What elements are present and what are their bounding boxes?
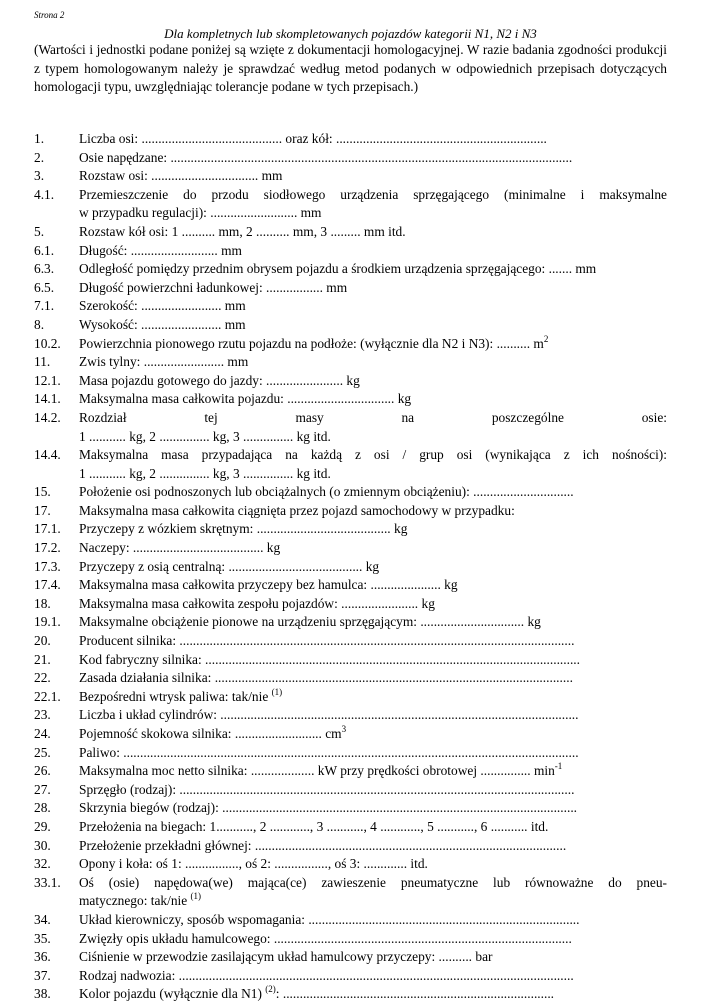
item-number: 25. <box>34 744 51 760</box>
form-item <box>34 483 667 502</box>
item-number: 6.3. <box>34 261 55 277</box>
item-number: 1. <box>34 131 45 146</box>
form-item <box>34 744 667 763</box>
item-number: 28. <box>34 800 51 816</box>
item-text: Zwis tylny: ........................ mm <box>79 354 249 370</box>
superscript: 2 <box>543 334 549 344</box>
form-item <box>34 837 667 856</box>
form-item <box>34 279 667 298</box>
page-label: Strona 2 <box>34 10 65 20</box>
item-text: Szerokość: ........................ mm <box>79 298 246 314</box>
item-text: Długość powierzchni ładunkowej: ................. mm <box>79 279 348 295</box>
item-number: 19.1. <box>34 614 61 630</box>
intro-paragraph: (Wartości i jednostki podane poniżej są wzięte z dokumentacji homologacyjnej. W razie badania zgodności produkcji z typem homologowanym należy je sprawdzać według metod podanych w odpowiednich przepisach dotyczących homologacji typu, uwzględniając tolerancje podane w tych przepisach.) <box>34 42 667 94</box>
form-item <box>34 855 667 874</box>
item-number: 22. <box>34 670 51 686</box>
item-text: Masa pojazdu gotowego do jazdy: ....................... kg <box>79 372 360 388</box>
form-item <box>34 186 667 223</box>
form-item <box>34 316 667 335</box>
form-item <box>34 130 667 149</box>
item-text: Maksymalna masa całkowita przyczepy bez hamulca: ..................... kg <box>79 577 458 593</box>
superscript: 3 <box>341 725 347 734</box>
page-heading: Dla kompletnych lub skompletowanych pojazdów kategorii N1, N2 i N3 <box>164 26 537 41</box>
item-text: Osie napędzane: ........................................................................................................................ <box>79 149 573 165</box>
item-number: 23. <box>34 707 51 723</box>
form-item <box>34 409 667 446</box>
form-item <box>34 651 667 670</box>
item-text: Kolor pojazdu (wyłącznie dla N1) $^{(2)}$: ................................................................................. <box>79 985 555 1002</box>
item-number: 22.1. <box>34 688 61 704</box>
form-item <box>34 725 667 744</box>
form-item <box>34 390 667 409</box>
item-text: Ciśnienie w przewodzie zasilającym układ hamulcowy przyczepy: .......... bar <box>79 949 493 965</box>
item-text: Odległość pomiędzy przednim obrysem pojazdu a środkiem urządzenia sprzęgającego: ....... mm <box>79 261 597 277</box>
item-number: 17.4. <box>34 577 61 593</box>
item-number: 2. <box>34 149 45 165</box>
form-item <box>34 967 667 986</box>
superscript: (2) <box>265 985 276 995</box>
item-text: Przyczepy z osią centralną: ........................................ kg <box>79 558 380 574</box>
item-text: Maksymalna masa całkowita pojazdu: ................................ kg <box>79 391 412 407</box>
item-number: 18. <box>34 595 51 611</box>
item-number: 14.1. <box>34 391 61 407</box>
superscript: (1) <box>190 892 202 902</box>
item-number: 6.5. <box>34 279 55 295</box>
item-number: 30. <box>34 837 51 853</box>
form-item <box>34 167 667 186</box>
superscript: (1) <box>271 687 283 697</box>
form-item <box>34 799 667 818</box>
item-text: Paliwo: ........................................................................................................................................ <box>79 744 579 760</box>
form-item <box>34 539 667 558</box>
item-number: 20. <box>34 633 51 649</box>
form-item <box>34 372 667 391</box>
item-number: 35. <box>34 930 51 946</box>
item-number: 3. <box>34 168 45 184</box>
item-text: Przełożenie przekładni głównej: ............................................................................................. <box>79 837 567 853</box>
form-item <box>34 502 667 521</box>
item-number: 14.2. <box>34 409 61 425</box>
form-item <box>34 595 667 614</box>
item-number: 21. <box>34 651 51 667</box>
item-text: Rodzaj nadwozia: ...................................................................................................................... <box>79 967 574 983</box>
item-text: Producent silnika: ...................................................................................................................... <box>79 633 575 649</box>
item-text: Zwięzły opis układu hamulcowego: ......................................................................................... <box>79 930 572 946</box>
item-text: Rozdział tej masy na poszczególne osie: <box>79 409 667 425</box>
form-item <box>34 242 667 261</box>
item-number: 4.1. <box>34 186 55 202</box>
item-number: 7.1. <box>34 298 55 314</box>
form-item <box>34 260 667 279</box>
item-text: Oś (osie) napędowa(we) mająca(ce) zawieszenie pneumatyczne lub równoważne do pneu- <box>79 874 667 890</box>
form-item <box>34 353 667 372</box>
item-number: 17.1. <box>34 521 61 537</box>
item-number: 5. <box>34 223 45 239</box>
form-item <box>34 632 667 651</box>
item-number: 27. <box>34 781 51 797</box>
item-number: 17. <box>34 502 51 518</box>
form-item <box>34 223 667 242</box>
item-text: Naczepy: ....................................... kg <box>79 540 281 556</box>
item-number: 32. <box>34 856 51 872</box>
item-text: Maksymalna masa przypadająca na każdą z osi / grup osi (wynikająca z ich nośności): <box>79 447 667 463</box>
item-number: 14.4. <box>34 447 61 463</box>
form-item <box>34 520 667 539</box>
item-text: Maksymalne obciążenie pionowe na urządzeniu sprzęgającym: ............................... kg <box>79 614 541 630</box>
form-item <box>34 874 667 911</box>
item-text: Wysokość: ........................ mm <box>79 316 246 332</box>
item-number: 37. <box>34 967 51 983</box>
item-text: Przemieszczenie do przodu siodłowego urządzenia sprzęgającego (minimalne i maksymalne <box>79 186 667 202</box>
form-item <box>34 818 667 837</box>
item-text: Rozstaw osi: ................................ mm <box>79 168 283 184</box>
item-text: Pojemność skokowa silnika: .......................... $cm^3$ <box>79 725 347 741</box>
item-number: 33.1. <box>34 874 61 890</box>
form-item <box>34 149 667 168</box>
item-text: Opony i koła: oś 1: ................, oś 2: ................, oś 3: ............. itd. <box>79 856 428 872</box>
item-number: 12.1. <box>34 372 61 388</box>
item-number: 36. <box>34 949 51 965</box>
item-text: Układ kierowniczy, sposób wspomagania: ................................................................................. <box>79 911 580 927</box>
item-number: 26. <box>34 763 51 779</box>
item-number: 6.1. <box>34 242 55 258</box>
item-text: Maksymalna moc netto silnika: ................... kW przy prędkości obrotowej ............... $\min^{-1}$ <box>79 762 563 779</box>
form-item <box>34 930 667 949</box>
item-text: Zasada działania silnika: ........................................................................................................... <box>79 670 573 686</box>
item-number: 17.3. <box>34 558 61 574</box>
form-item <box>34 762 667 781</box>
form-item <box>34 688 667 707</box>
form-item <box>34 335 667 354</box>
form-item <box>34 985 667 1004</box>
item-text: Maksymalna masa całkowita ciągnięta przez pojazd samochodowy w przypadku: <box>79 502 515 518</box>
item-number: 29. <box>34 818 51 834</box>
form-item-list <box>34 130 667 1004</box>
item-number: 15. <box>34 484 51 500</box>
item-text-continuation: w przypadku regulacji): .......................... mm <box>79 205 322 221</box>
form-item <box>34 613 667 632</box>
item-number: 10.2. <box>34 335 61 351</box>
item-number: 38. <box>34 986 51 1002</box>
superscript: -1 <box>554 762 563 772</box>
form-item <box>34 781 667 800</box>
item-number: 34. <box>34 911 51 927</box>
item-text-continuation: matycznego: tak/nie $^{(1)}$ <box>79 892 202 909</box>
item-text: Skrzynia biegów (rodzaj): .......................................................................................................... <box>79 800 578 816</box>
form-item <box>34 558 667 577</box>
item-text: Powierzchnia pionowego rzutu pojazdu na podłoże: (wyłącznie dla N2 i N3): .......... $m^2$ <box>79 334 549 351</box>
form-item <box>34 669 667 688</box>
form-item <box>34 576 667 595</box>
item-text: Przyczepy z wózkiem skrętnym: ........................................ kg <box>79 521 408 537</box>
item-text: Położenie osi podnoszonych lub obciążalnych (o zmiennym obciążeniu): .............................. <box>79 484 574 500</box>
form-item <box>34 446 667 483</box>
item-text: Liczba i układ cylindrów: ........................................................................................................... <box>79 707 579 723</box>
item-text: Bezpośredni wtrysk paliwa: tak/nie $^{(1)}$ <box>79 687 283 704</box>
item-number: 11. <box>34 354 51 370</box>
item-number: 24. <box>34 726 51 741</box>
item-text: Długość: .......................... mm <box>79 242 242 258</box>
item-text: Rozstaw kół osi: 1 .......... mm, 2 .......... mm, 3 ......... mm itd. <box>79 223 406 239</box>
item-text: Przełożenia na biegach: 1..........., 2 ............, 3 ..........., 4 ............, 5 ..........., 6 ........... itd. <box>79 818 549 834</box>
item-text: Maksymalna masa całkowita zespołu pojazdów: ....................... kg <box>79 595 435 611</box>
form-item <box>34 297 667 316</box>
form-item <box>34 948 667 967</box>
item-number: 8. <box>34 316 45 332</box>
form-item <box>34 911 667 930</box>
form-item <box>34 706 667 725</box>
item-number: 17.2. <box>34 540 61 556</box>
item-text: Sprzęgło (rodzaj): ...................................................................................................................... <box>79 781 575 797</box>
item-text-continuation: 1 ........... kg, 2 ............... kg, 3 ............... kg itd. <box>79 428 331 444</box>
item-text: Liczba osi: .......................................... oraz kół: ............................................................... <box>79 131 547 146</box>
item-text-continuation: 1 ........... kg, 2 ............... kg, 3 ............... kg itd. <box>79 465 331 481</box>
item-text: Kod fabryczny silnika: ................................................................................................................ <box>79 651 580 667</box>
